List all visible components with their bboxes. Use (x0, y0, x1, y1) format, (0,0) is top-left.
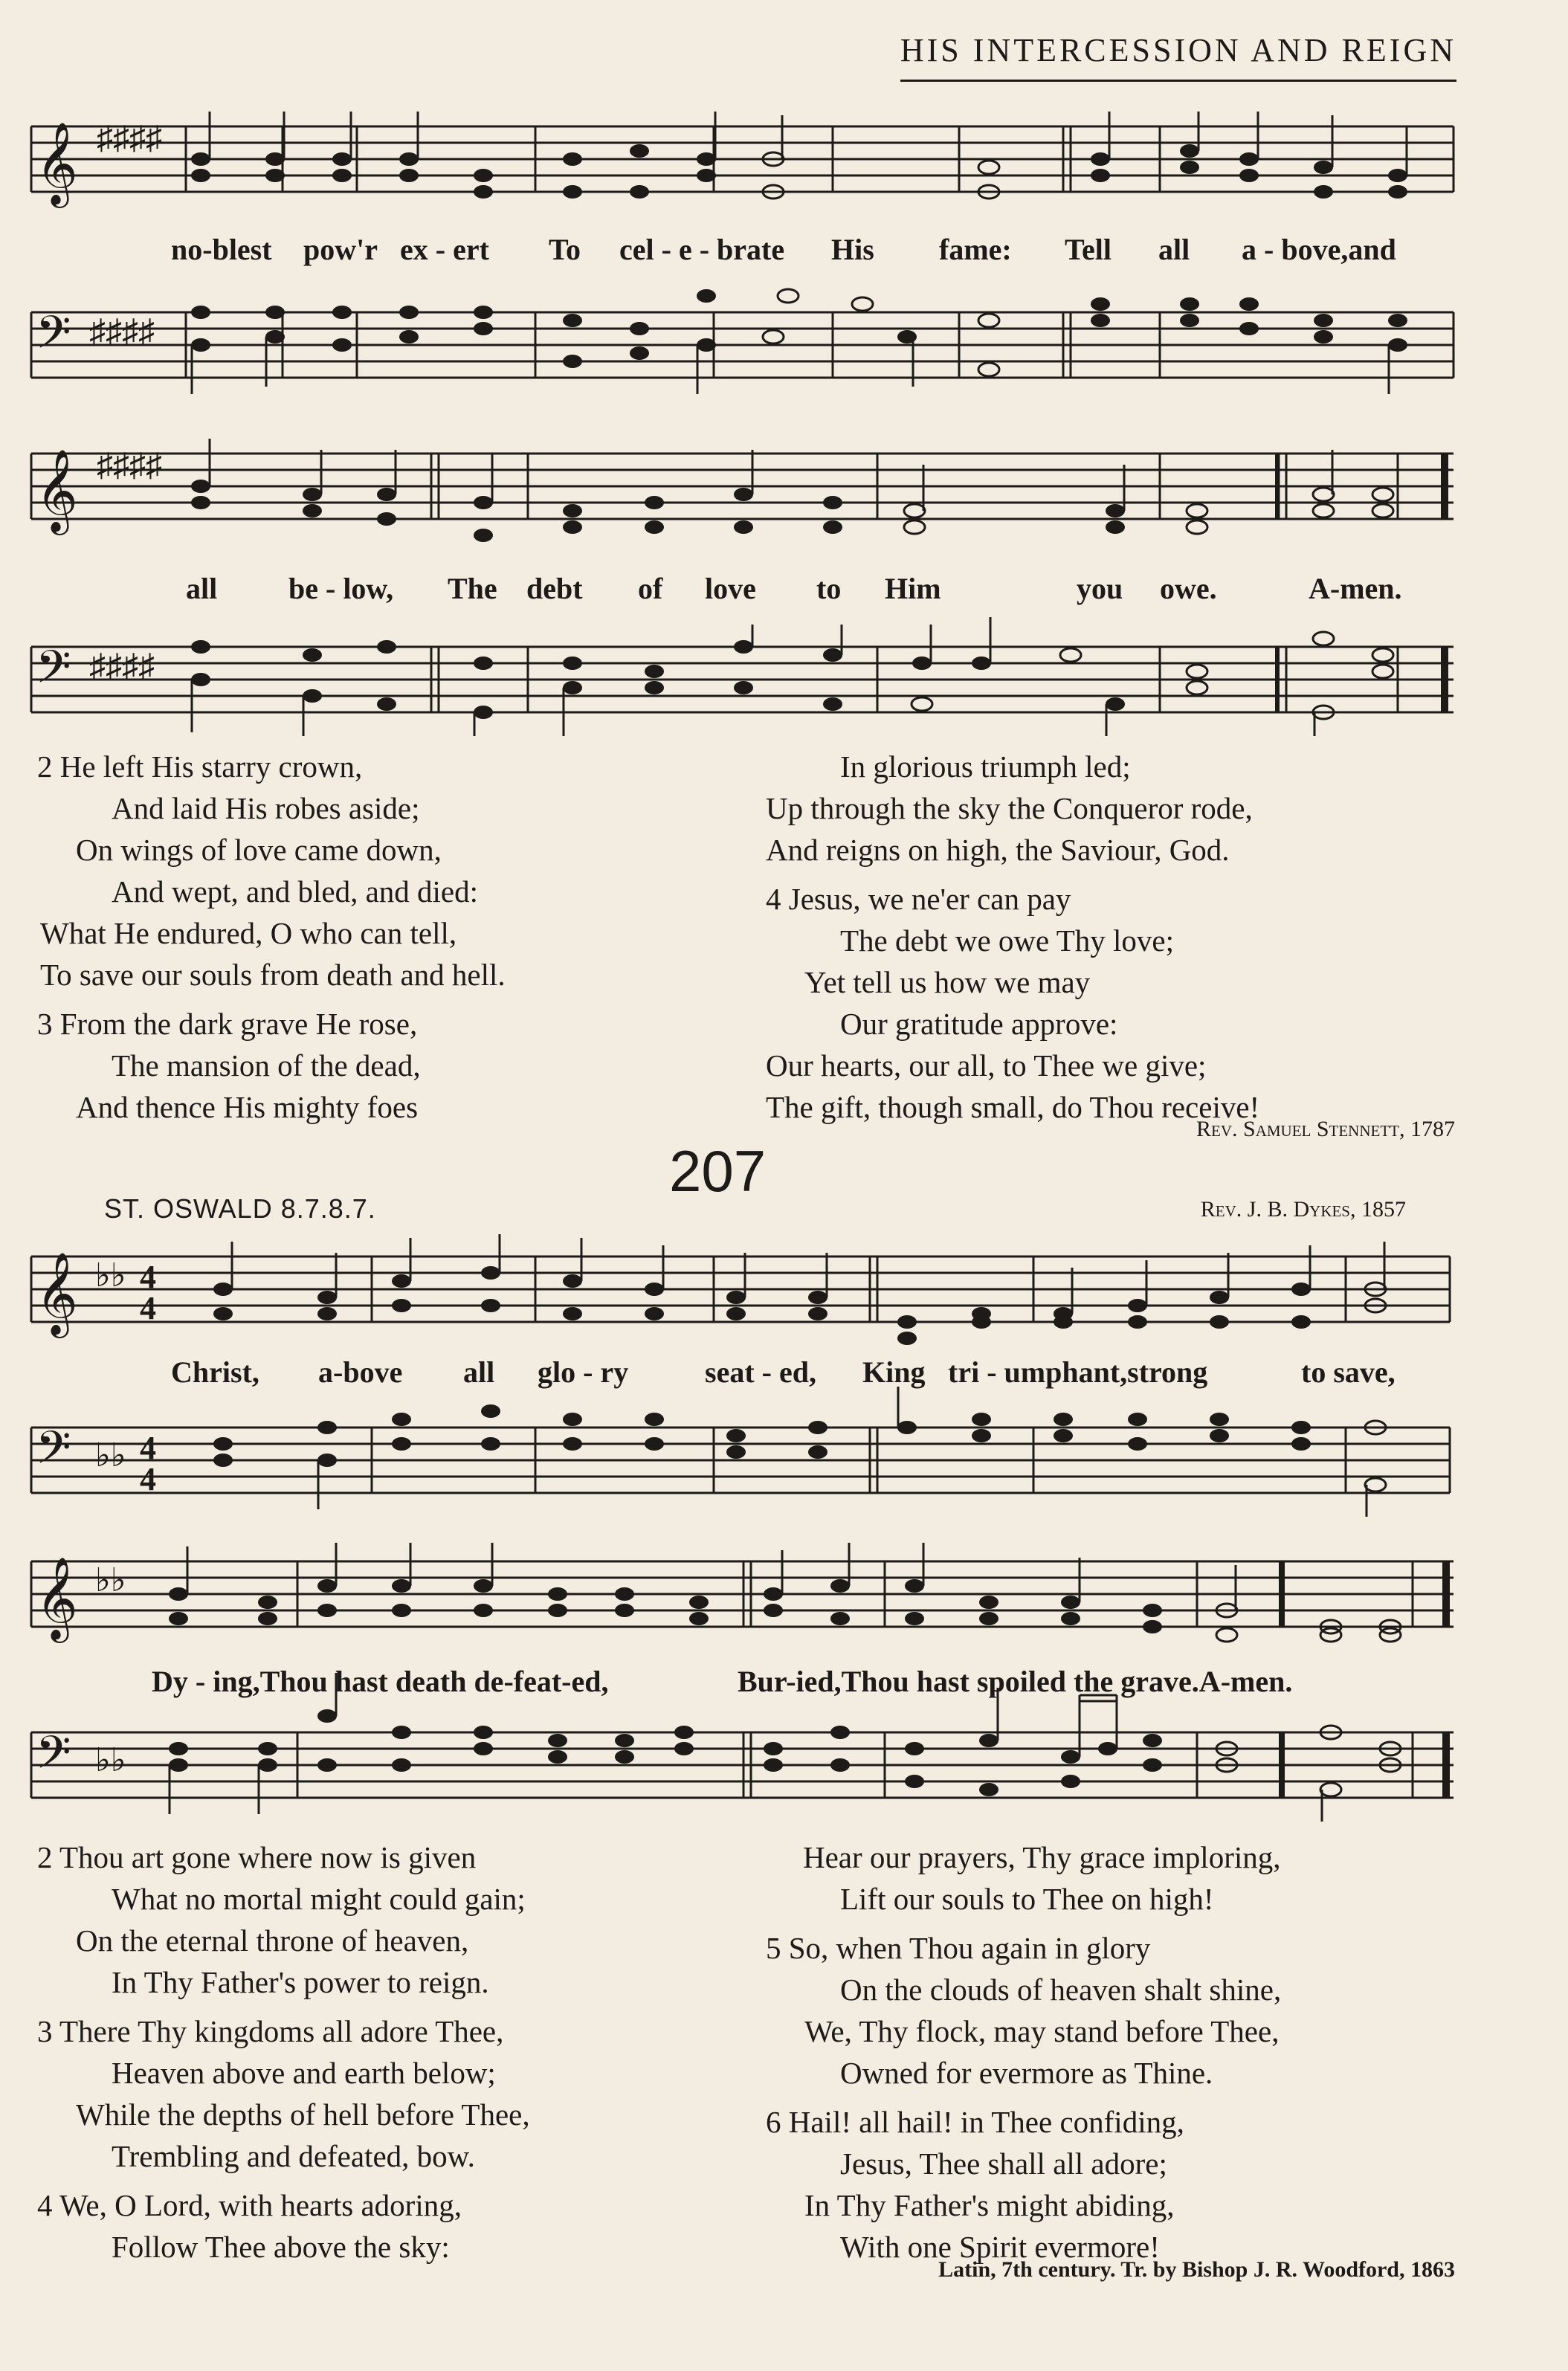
verse-text: We, O Lord, with hearts adoring, (59, 2188, 462, 2222)
lyric-syllable: tri - umphant,strong (948, 1355, 1208, 1389)
verse-line: Our hearts, our all, to Thee we give; (766, 1048, 1207, 1083)
verse-line: Lift our souls to Thee on high! (840, 1882, 1214, 1916)
lyric-syllable: a - bove,and (1242, 233, 1396, 266)
svg-text:𝄞: 𝄞 (36, 123, 78, 203)
hymn206-verses-right (766, 746, 1259, 1128)
svg-text:𝄞: 𝄞 (36, 1558, 78, 1638)
lyric-syllable: Tell (1065, 233, 1112, 266)
lyric-syllable: all (186, 572, 218, 605)
lyric-syllable: fame: (939, 233, 1012, 266)
lyric-syllable: To (549, 233, 581, 266)
verse-line: The mansion of the dead, (112, 1048, 421, 1083)
lyric-syllable: King (862, 1355, 926, 1389)
verse-line (37, 2010, 530, 2052)
hymn206-system1-treble (0, 112, 1568, 216)
verse-text: Hail! all hail! in Thee confiding, (788, 2105, 1184, 2139)
lyric-syllable: to save, (1301, 1355, 1396, 1389)
lyric-syllable: A-men. (1309, 572, 1402, 605)
hymn207-system1-bass (0, 1398, 1568, 1517)
svg-text:4: 4 (140, 1290, 156, 1326)
lyric-syllable: all (1158, 233, 1190, 266)
lyric-syllable: Bur-ied,Thou hast spoiled the grave.A-men. (738, 1665, 1293, 1698)
hymn207-translator: Latin, 7th century. Tr. by Bishop J. R. Woodford, 1863 (938, 2257, 1455, 2282)
verse-number: 4 (37, 2188, 53, 2222)
verse-line (766, 2101, 1281, 2143)
lyric-syllable: cel - e - brate (619, 233, 785, 266)
svg-text:♭♭: ♭♭ (95, 1562, 126, 1599)
lyric-syllable: owe. (1160, 572, 1217, 605)
verse-line: The debt we owe Thy love; (840, 923, 1174, 958)
verse-line: Heaven above and earth below; (112, 2056, 496, 2090)
verse-line (37, 1003, 506, 1045)
lyric-syllable: His (831, 233, 874, 266)
verse-line (37, 2184, 530, 2226)
verse-line: Trembling and defeated, bow. (112, 2139, 475, 2173)
lyric-syllable: no-blest (171, 233, 272, 266)
svg-text:♯♯♯♯: ♯♯♯♯ (97, 120, 162, 156)
verse-text: From the dark grave He rose, (59, 1007, 418, 1041)
svg-text:𝄢: 𝄢 (36, 643, 71, 704)
verse-text: Jesus, we ne'er can pay (788, 882, 1071, 916)
svg-text:4: 4 (140, 1259, 156, 1295)
verse-number: 5 (766, 1931, 781, 1965)
verse-text: There Thy kingdoms all adore Thee, (59, 2014, 504, 2048)
verse-line: On wings of love came down, (76, 833, 442, 867)
lyric-syllable: glo - ry (538, 1355, 629, 1389)
verse-text: So, when Thou again in glory (788, 1931, 1151, 1965)
lyric-syllable: love (705, 572, 756, 605)
verse-line: In glorious triumph led; (840, 749, 1131, 784)
svg-text:𝄢: 𝄢 (36, 309, 71, 370)
verse-number: 6 (766, 2105, 781, 2139)
hymn207-system2-bass (0, 1703, 1568, 1822)
verse-line: On the eternal throne of heaven, (76, 1923, 469, 1958)
lyric-syllable: pow'r (303, 233, 378, 266)
svg-text:♯♯♯♯: ♯♯♯♯ (97, 447, 162, 483)
verse-line: Hear our prayers, Thy grace imploring, (803, 1840, 1281, 1874)
verse-line: Our gratitude approve: (840, 1007, 1118, 1041)
svg-text:𝄞: 𝄞 (36, 1254, 78, 1333)
lyric-syllable: you (1077, 572, 1123, 605)
svg-text:4: 4 (140, 1430, 156, 1466)
verse-line: What He endured, O who can tell, (40, 916, 457, 950)
lyric-syllable: Christ, (171, 1355, 259, 1389)
lyric-syllable: a-bove (318, 1355, 403, 1389)
lyric-syllable: The (448, 572, 497, 605)
hymn207-composer: Rev. J. B. Dykes, 1857 (1200, 1197, 1406, 1222)
verse-line: With one Spirit evermore! (840, 2230, 1160, 2264)
verse-line: And laid His robes aside; (112, 791, 420, 825)
hymn207-verses-right (766, 1836, 1281, 2268)
verse-line: Follow Thee above the sky: (112, 2230, 450, 2264)
verse-line: Yet tell us how we may (804, 965, 1091, 999)
verse-number: 3 (37, 1007, 53, 1041)
verse-number: 2 (37, 749, 53, 784)
verse-line: What no mortal might could gain; (112, 1882, 526, 1916)
hymn206-system2-treble (0, 439, 1568, 543)
lyric-syllable: ex - ert (400, 233, 489, 266)
svg-text:𝄢: 𝄢 (36, 1729, 71, 1790)
lyric-syllable: seat - ed, (705, 1355, 816, 1389)
lyric-syllable: debt (526, 572, 583, 605)
lyric-syllable: be - low, (288, 572, 394, 605)
hymn207-verses-left (37, 1836, 530, 2268)
verse-line: Owned for evermore as Thine. (840, 2056, 1213, 2090)
verse-line (766, 1927, 1281, 1969)
tune-name: ST. OSWALD 8.7.8.7. (104, 1193, 376, 1224)
verse-line: On the clouds of heaven shalt shine, (840, 1972, 1282, 2007)
svg-text:♯♯♯♯: ♯♯♯♯ (89, 648, 155, 684)
svg-text:𝄢: 𝄢 (36, 1424, 71, 1485)
lyric-syllable: all (463, 1355, 495, 1389)
lyric-syllable: of (638, 572, 663, 605)
verse-line: In Thy Father's power to reign. (112, 1965, 489, 1999)
hymn207-system2-treble (0, 1539, 1568, 1651)
verse-number: 2 (37, 1840, 53, 1874)
hymn-number: 207 (669, 1138, 767, 1204)
verse-line: And reigns on high, the Saviour, God. (766, 833, 1230, 867)
verse-line: In Thy Father's might abiding, (804, 2188, 1175, 2222)
svg-text:♯♯♯♯: ♯♯♯♯ (89, 313, 155, 349)
verse-line: Jesus, Thee shall all adore; (840, 2146, 1167, 2181)
lyric-syllable: Dy - ing,Thou hast death de-feat-ed, (152, 1665, 609, 1698)
svg-text:4: 4 (140, 1461, 156, 1497)
lyric-syllable: Him (885, 572, 941, 605)
verse-number: 4 (766, 882, 781, 916)
hymn207-system1-treble (0, 1234, 1568, 1346)
page-header: HIS INTERCESSION AND REIGN (900, 31, 1456, 82)
verse-line: And thence His mighty foes (76, 1090, 419, 1124)
verse-line: Up through the sky the Conqueror rode, (766, 791, 1253, 825)
verse-line: While the depths of hell before Thee, (76, 2097, 530, 2132)
verse-line (37, 746, 506, 787)
verse-line: To save our souls from death and hell. (40, 958, 506, 992)
lyric-syllable: to (816, 572, 842, 605)
verse-number: 3 (37, 2014, 53, 2048)
verse-line (37, 1836, 530, 1878)
verse-line: We, Thy flock, may stand before Thee, (804, 2014, 1280, 2048)
svg-text:♭♭: ♭♭ (95, 1437, 126, 1474)
svg-text:♭♭: ♭♭ (95, 1742, 126, 1778)
verse-line: The gift, though small, do Thou receive! (766, 1090, 1260, 1124)
verse-line: And wept, and bled, and died: (112, 874, 479, 909)
hymn206-verses-left (37, 746, 506, 1128)
svg-text:𝄞: 𝄞 (36, 451, 78, 530)
svg-text:♭♭: ♭♭ (95, 1257, 126, 1294)
hymn206-system1-bass (0, 290, 1568, 394)
verse-text: Thou art gone where now is given (59, 1840, 477, 1874)
hymn206-system2-bass (0, 625, 1568, 736)
hymn206-author: Rev. Samuel Stennett, 1787 (1196, 1117, 1455, 1141)
verse-line (766, 878, 1259, 920)
verse-text: He left His starry crown, (59, 749, 363, 784)
